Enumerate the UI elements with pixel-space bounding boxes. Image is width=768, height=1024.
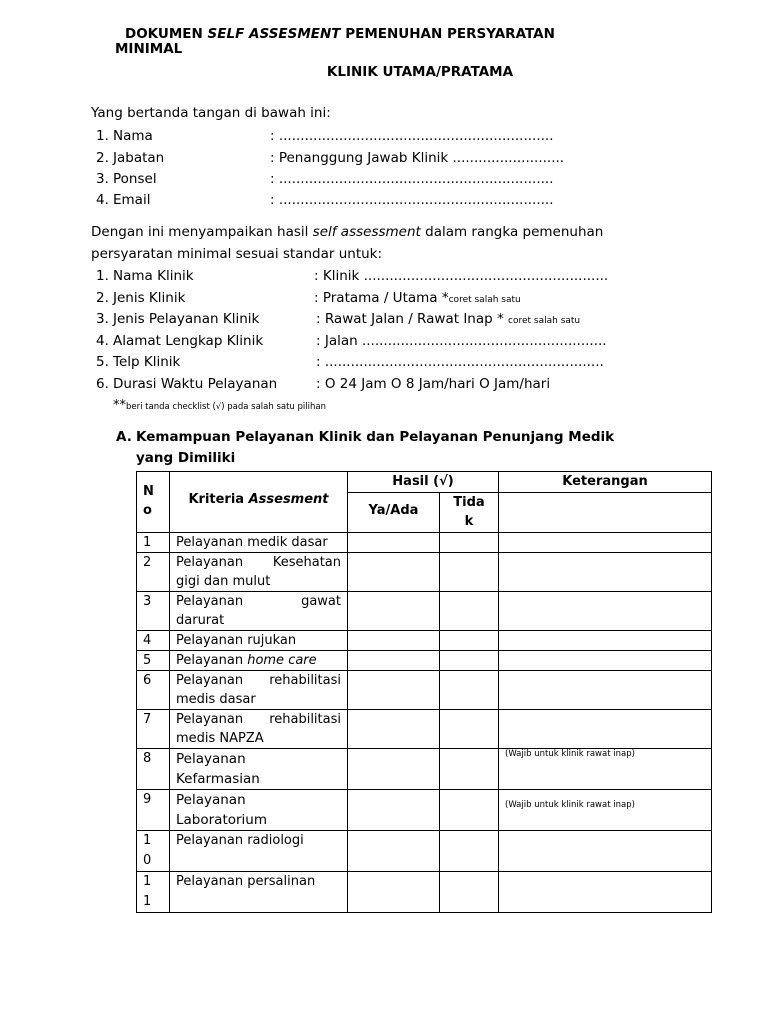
cell-tidak[interactable] [440,671,499,710]
para-italic: self assessment [312,224,421,240]
row-criteria [170,710,348,749]
para-suffix: dalam rangka pemenuhan [420,224,604,240]
cell-keterangan[interactable] [499,872,712,913]
row-criteria: Pelayanan persalinan [170,872,348,913]
section-letter: A. [116,429,132,445]
intro-text: Yang bertanda tangan di bawah ini: [91,105,331,121]
header-kriteria-prefix: Kriteria [188,492,249,507]
cell-tidak[interactable] [440,553,499,592]
signer-row [96,192,150,208]
row-num: 3. [96,311,109,327]
row-num: 2. [96,150,109,166]
keterangan-note: (Wajib untuk klinik rawat inap) [505,749,635,759]
table-row [137,553,712,592]
cell-ya[interactable] [348,710,440,749]
signer-value: : ................................................................ [270,128,554,144]
criteria-word: gawat [301,594,341,609]
para-prefix: Dengan ini menyampaikan hasil [91,224,313,240]
criteria-line-1: Pelayanan [176,751,246,767]
row-label: Durasi Waktu Pelayanan [113,376,278,392]
row-criteria: Pelayanan radiologi [170,831,348,872]
table-row [137,592,712,631]
row-no: 1 [137,533,170,553]
header-tidak-l1: Tida [453,495,485,510]
clinic-row [96,333,263,349]
clinic-row [96,290,185,306]
cell-tidak[interactable] [440,831,499,872]
row-no: 7 [137,710,170,749]
criteria-word: Pelayanan [176,712,244,727]
row-no: 8 [137,749,170,790]
cell-ya[interactable] [348,872,440,913]
header-no-l2: o [143,503,152,518]
row-num: 5. [96,354,109,370]
clinic-value [316,354,604,370]
row-label: Alamat Lengkap Klinik [113,333,264,349]
row-label: Email [113,192,151,208]
signer-value: : Penanggung Jawab Klinik .......................... [270,150,565,166]
signer-row [96,150,164,166]
header-ya: Ya/Ada [348,493,440,533]
value-note: coret salah satu [448,295,521,305]
cell-ya[interactable] [348,651,440,671]
value-text: : ................................................................. [316,354,604,370]
row-label: Jabatan [113,150,165,166]
table-row [137,651,712,671]
section-heading [116,427,716,469]
cell-ya[interactable] [348,831,440,872]
table-row [137,872,712,913]
criteria-line-2: Laboratorium [176,812,268,828]
section-line-1: Kemampuan Pelayanan Klinik dan Pelayanan Penunjang Medik [136,429,615,445]
criteria-word: Pelayanan [176,673,244,688]
row-no: 5 [137,651,170,671]
cell-tidak[interactable] [440,533,499,553]
cell-keterangan[interactable] [499,651,712,671]
cell-ya[interactable] [348,592,440,631]
row-criteria [170,671,348,710]
row-label: Jenis Klinik [113,290,186,306]
value-text: : Rawat Jalan / Rawat Inap * [316,311,509,327]
keterangan-note: (Wajib untuk klinik rawat inap) [505,800,635,810]
row-criteria [170,553,348,592]
clinic-value [316,333,607,349]
criteria-word: Pelayanan [176,555,244,570]
title-italic: SELF ASSESMENT [207,26,341,42]
row-label: Nama Klinik [113,268,194,284]
cell-ya[interactable] [348,533,440,553]
table-row [137,671,712,710]
row-no-l1: 1 [143,833,152,848]
clinic-value [314,268,608,284]
value-text: : Jalan ......................................................... [316,333,607,349]
row-criteria: Pelayanan rujukan [170,631,348,651]
row-criteria [170,651,348,671]
table-row [137,749,712,790]
header-tidak [440,493,499,533]
row-no [137,831,170,872]
row-num: 3. [96,171,109,187]
row-no: 4 [137,631,170,651]
title-wrap: MINIMAL [115,41,183,57]
criteria-word: Pelayanan [176,594,244,609]
row-num: 4. [96,333,109,349]
criteria-line-2: medis NAPZA [176,731,264,746]
row-num: 1. [96,268,109,284]
table-row [137,710,712,749]
table-row [137,631,712,651]
criteria-line-2: medis dasar [176,692,256,707]
clinic-value [314,290,521,306]
header-tidak-l2: k [464,514,474,529]
header-kriteria [170,472,348,533]
cell-keterangan[interactable] [499,533,712,553]
row-label: Ponsel [113,171,157,187]
row-no [137,872,170,913]
signer-value: : ................................................................ [270,171,554,187]
signer-value: : ................................................................ [270,192,554,208]
table-header-row [137,472,712,493]
header-no [137,472,170,533]
header-kriteria-italic: Assesment [248,492,329,507]
clinic-row [96,376,277,392]
clinic-row [96,311,259,327]
row-criteria [170,749,348,790]
row-num: 4. [96,192,109,208]
row-no: 6 [137,671,170,710]
cell-ya[interactable] [348,749,440,790]
cell-ya[interactable] [348,631,440,651]
clinic-row [96,354,180,370]
criteria-line-2: darurat [176,613,225,628]
row-no: 2 [137,553,170,592]
criteria-italic: home care [247,653,317,668]
row-no-l1: 1 [143,874,152,889]
row-criteria [170,592,348,631]
row-no: 3 [137,592,170,631]
row-label: Jenis Pelayanan Klinik [113,311,260,327]
row-no-l2: 0 [143,853,152,868]
criteria-line-2: gigi dan mulut [176,574,271,589]
cell-tidak[interactable] [440,592,499,631]
value-text: : Klinik ......................................................... [314,268,609,284]
row-label: Nama [113,128,153,144]
clinic-value [316,376,550,392]
cell-keterangan[interactable] [499,631,712,651]
value-note: coret salah satu [508,316,581,326]
statement-line-1 [91,224,603,240]
row-num: 2. [96,290,109,306]
document-subtitle: KLINIK UTAMA/PRATAMA [326,64,514,80]
cell-keterangan[interactable] [499,671,712,710]
row-no: 9 [137,790,170,831]
cell-tidak[interactable] [440,790,499,831]
criteria-line-1: Pelayanan [176,792,246,808]
cell-keterangan[interactable] [499,790,712,831]
cell-keterangan[interactable] [499,749,712,790]
criteria-prefix: Pelayanan [176,653,248,668]
note-stars: ** [113,398,126,413]
cell-keterangan[interactable] [499,553,712,592]
row-label: Telp Klinik [113,354,181,370]
row-criteria [170,790,348,831]
row-no-l2: 1 [143,894,152,909]
statement-line-2: persyaratan minimal sesuai standar untuk: [91,246,383,262]
document-title [115,27,635,57]
cell-keterangan[interactable] [499,710,712,749]
checklist-note [113,398,326,413]
clinic-value [316,311,580,327]
value-text: : Pratama / Utama * [314,290,449,306]
cell-ya[interactable] [348,553,440,592]
cell-tidak[interactable] [440,631,499,651]
row-criteria: Pelayanan medik dasar [170,533,348,553]
criteria-word: rehabilitasi [269,712,341,727]
cell-keterangan[interactable] [499,592,712,631]
cell-ya[interactable] [348,671,440,710]
table-row [137,790,712,831]
header-hasil: Hasil (√) [348,472,499,493]
title-prefix: DOKUMEN [125,26,208,42]
cell-tidak[interactable] [440,710,499,749]
cell-tidak[interactable] [440,872,499,913]
criteria-line-2: Kefarmasian [176,771,260,787]
header-no-l1: N [143,484,154,499]
row-num: 6. [96,376,109,392]
row-num: 1. [96,128,109,144]
cell-ya[interactable] [348,790,440,831]
table-row [137,831,712,872]
cell-tidak[interactable] [440,651,499,671]
table-row [137,533,712,553]
value-text: : O 24 Jam O 8 Jam/hari O Jam/hari [316,376,551,392]
cell-keterangan[interactable] [499,831,712,872]
header-keterangan: Keterangan [499,472,712,493]
section-line-2: yang Dimiliki [136,450,236,466]
signer-row [96,128,153,144]
header-keterangan-blank [499,493,712,533]
title-suffix: PEMENUHAN PERSYARATAN [340,26,555,42]
criteria-table [136,471,712,913]
criteria-word: Kesehatan [272,555,341,570]
criteria-word: rehabilitasi [269,673,341,688]
note-text: beri tanda checklist (√) pada salah satu pilihan [126,402,326,412]
clinic-row [96,268,194,284]
cell-tidak[interactable] [440,749,499,790]
signer-row [96,171,157,187]
